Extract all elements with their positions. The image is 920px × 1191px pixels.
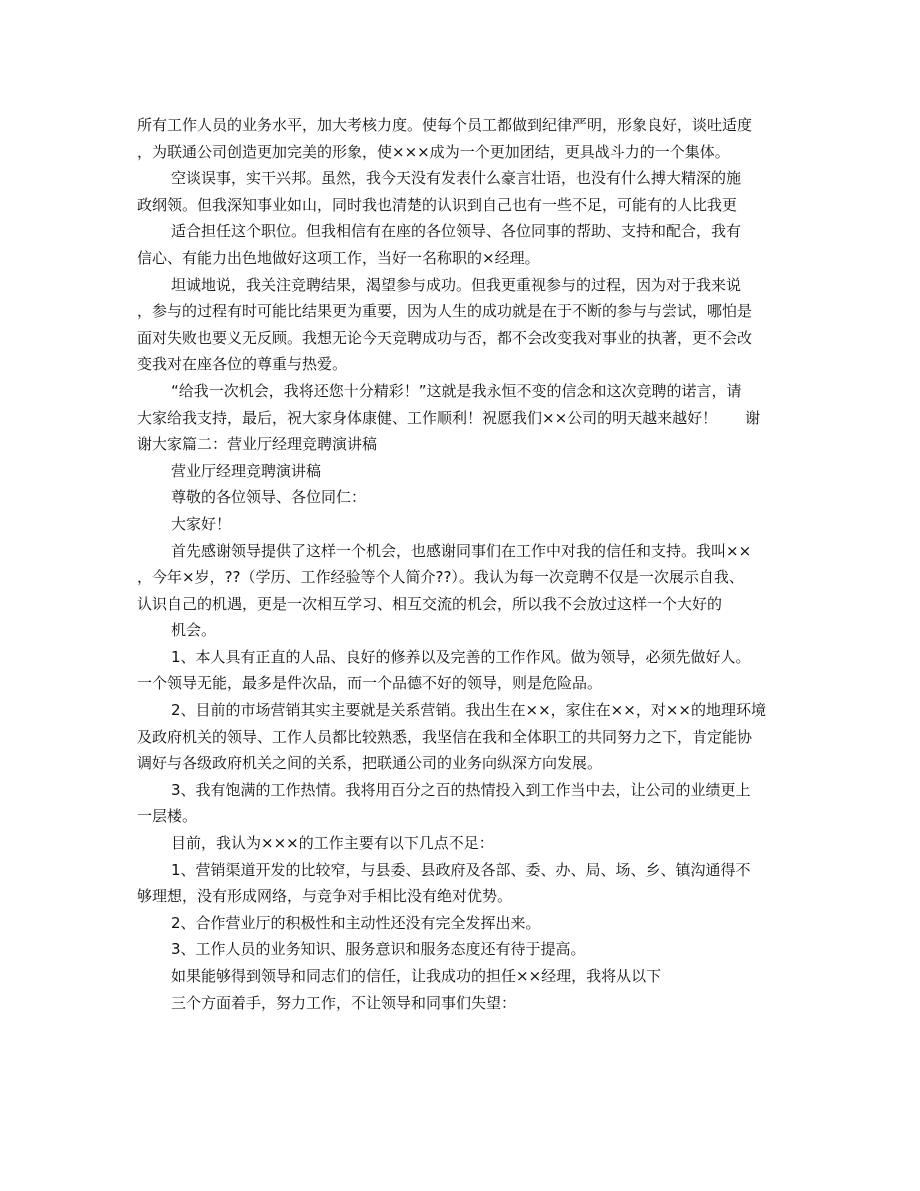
document-line [137,245,787,272]
document-line-text: ，为联通公司创造更加完美的形象，使×××成为一个更加团结，更具战斗力的一个集体。 [137,142,730,161]
document-line-text: 目前，我认为×××的工作主要有以下几点不足： [171,834,494,853]
document-line [137,431,787,458]
document-line [137,511,787,538]
document-line [137,697,787,724]
document-line-text: 营业厅经理竞聘演讲稿 [171,461,322,480]
document-line [137,165,787,192]
document-line [137,564,787,591]
document-line [137,378,787,405]
document-line-tail: 谢 [745,408,761,427]
document-line-text: 大家好！ [171,514,232,533]
document-line [137,617,787,644]
document-line-text: 1、本人具有正直的人品、良好的修养以及完善的工作作风。做为领导，必须先做好人。 [171,647,751,666]
document-line [137,963,787,990]
document-line [137,192,787,219]
document-line-text: 谢大家篇二：营业厅经理竞聘演讲稿 [137,435,378,454]
document-line [137,644,787,671]
document-line [137,777,787,804]
document-line [137,910,787,937]
document-line-text: 尊敬的各位领导、各位同仁： [171,488,367,507]
document-line [137,803,787,830]
document-line [137,857,787,884]
document-line [137,670,787,697]
document-line-text: ，今年×岁，??（学历、工作经验等个人简介??）。我认为每一次竞聘不仅是一次展示自我、 [137,568,744,587]
document-line-text: 调好与各级政府机关之间的关系，把联通公司的业务向纵深方向发展。 [137,754,603,773]
document-line-text: 机会。 [171,621,217,640]
document-line [137,830,787,857]
document-line [137,325,787,352]
document-line [137,990,787,1017]
document-body [137,112,787,1016]
document-line-text: 1、营销渠道开发的比较窄，与县委、县政府及各部、委、办、局、场、乡、镇沟通得不 [171,860,751,879]
document-line-text: ，参与的过程有时可能比结果更为重要，因为人生的成功就是在于不断的参与与尝试，哪怕是 [137,302,753,321]
document-line [137,298,787,325]
document-line-text: 政纲领。但我深知事业如山，同时我也清楚的认识到自己也有一些不足，可能有的人比我更 [137,195,738,214]
document-line-text: 及政府机关的领导、工作人员都比较熟悉，我坚信在我和全体职工的共同努力之下，肯定能协 [137,727,753,746]
document-line-text: 大家给我支持，最后，祝大家身体康健、工作顺利！祝愿我们××公司的明天越来越好！ [137,408,718,427]
document-line-text: 所有工作人员的业务水平，加大考核力度。使每个员工都做到纪律严明，形象良好，谈吐适度 [137,116,753,134]
document-line-text: 够理想，没有形成网络，与竞争对手相比没有绝对优势。 [137,887,513,906]
document-line-text: 空谈误事，实干兴邦。虽然，我今天没有发表什么豪言壮语，也没有什么搏大精深的施 [171,169,742,188]
document-line-text: 2、目前的市场营销其实主要就是关系营销。我出生在××，家住在××，对××的地理环境 [171,701,766,720]
document-line-text: 坦诚地说，我关注竞聘结果，渴望参与成功。但我更重视参与的过程，因为对于我来说 [171,275,742,294]
document-line [137,591,787,618]
document-line [137,724,787,751]
document-line-text: “给我一次机会，我将还您十分精彩！”这就是我永恒不变的信念和这次竞聘的诺言，请 [171,381,742,400]
document-line-text: 如果能够得到领导和同志们的信任，让我成功的担任××经理，我将从以下 [171,967,662,985]
document-line-text: 一层楼。 [137,807,198,826]
document-line [137,272,787,299]
document-line [137,351,787,378]
document-line [137,458,787,485]
document-line-text: 适合担任这个职位。但我相信有在座的各位领导、各位同事的帮助、支持和配合，我有 [171,222,742,241]
document-line [137,112,787,139]
document-line-text: 变我对在座各位的尊重与热爱。 [137,355,348,374]
document-line [137,405,787,432]
document-line [137,883,787,910]
document-line-text: 3、我有饱满的工作热情。我将用百分之百的热情投入到工作当中去，让公司的业绩更上 [171,780,751,799]
document-line-text: 2、合作营业厅的积极性和主动性还没有完全发挥出来。 [171,913,541,932]
document-line [137,139,787,166]
document-line-text: 首先感谢领导提供了这样一个机会，也感谢同事们在工作中对我的信任和支持。我叫×× [171,541,752,560]
document-line [137,538,787,565]
document-line-text: 面对失败也要义无反顾。我想无论今天竞聘成功与否，都不会改变我对事业的执著，更不会改 [137,328,753,347]
document-line-text: 信心、有能力出色地做好这项工作，当好一名称职的×经理。 [137,248,540,267]
document-line [137,750,787,777]
document-line [137,218,787,245]
document-line [137,484,787,511]
document-line-text: 认识自己的机遇，更是一次相互学习、相互交流的机会，所以我不会放过这样一个大好的 [137,594,723,613]
document-line-text: 3、工作人员的业务知识、服务意识和服务态度还有待于提高。 [171,940,586,959]
document-line [137,936,787,963]
document-line-text: 三个方面着手，努力工作，不让领导和同事们失望： [171,993,517,1012]
document-line-text: 一个领导无能，最多是件次品，而一个品德不好的领导，则是危险品。 [137,674,603,693]
